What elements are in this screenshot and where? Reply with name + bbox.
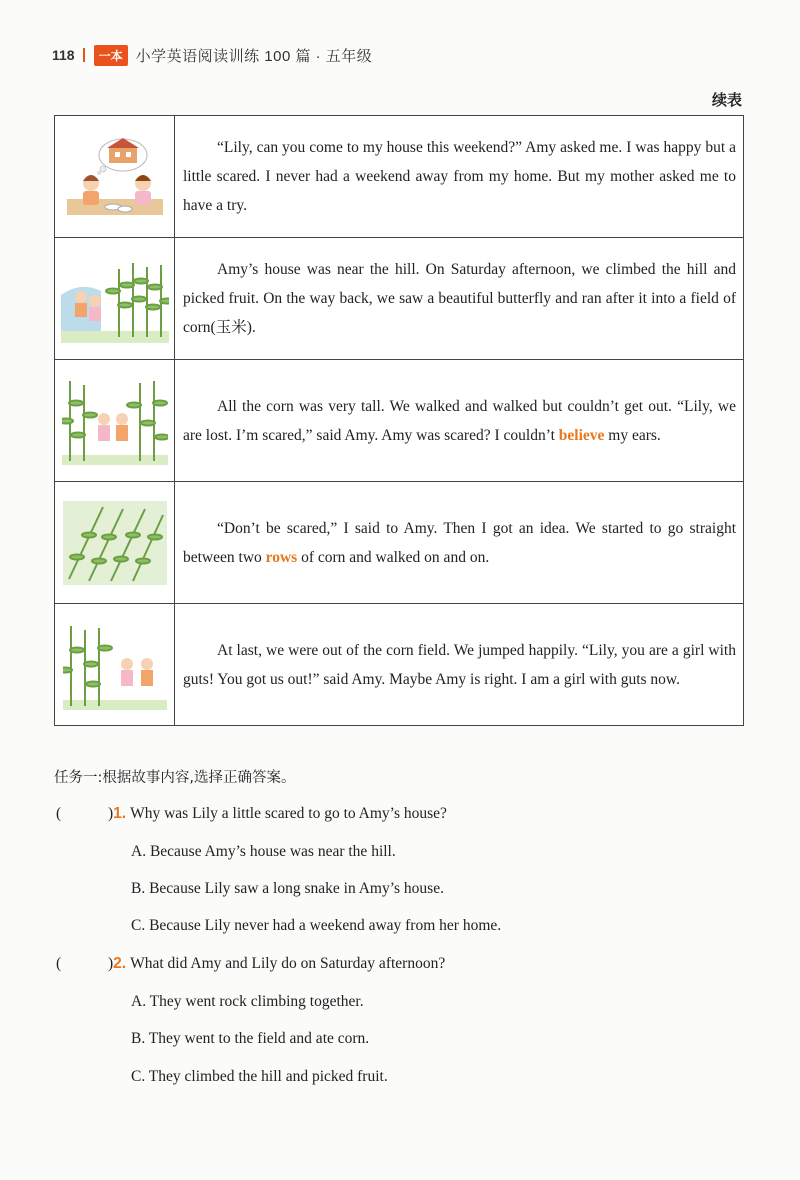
story-paragraph [183, 514, 736, 572]
question-2 [56, 955, 445, 973]
story-image-cell [55, 604, 175, 726]
story-row [55, 604, 744, 726]
option-b: B. They went to the field and ate corn. [131, 1030, 370, 1047]
girls-lost-in-corn-illustration [62, 375, 168, 467]
cornfield-rows-illustration [63, 501, 167, 585]
book-title: 小学英语阅读训练 100 篇 · 五年级 [135, 47, 373, 65]
question-1 [56, 805, 447, 823]
paren-close: ) [108, 955, 114, 972]
story-text-cell [175, 360, 744, 482]
story-paragraph [183, 392, 736, 450]
girls-talking-house-illustration [63, 133, 167, 221]
highlight-word: believe [558, 426, 605, 444]
story-paragraph: At last, we were out of the corn field. We jumped happily. “Lily, you are a girl with guts! You got us out!” said Amy. Maybe Amy is right. I am a girl with guts now. [183, 641, 736, 688]
question-number: 1. [113, 805, 127, 822]
brand-logo: 一本 [94, 45, 128, 66]
story-table [54, 115, 744, 726]
story-paragraph: “Lily, can you come to my house this weekend?” Amy asked me. I was happy but a little scared. I never had a weekend away from my home. But my mother asked me to have a try. [183, 139, 736, 214]
story-row [55, 482, 744, 604]
story-text-cell [175, 238, 744, 360]
story-row [55, 238, 744, 360]
continued-label: 续表 [711, 91, 742, 109]
question-text: What did Amy and Lily do on Saturday afternoon? [130, 955, 446, 972]
option-a: A. They went rock climbing together. [131, 993, 364, 1010]
story-text-before: “Don’t be scared,” I said to Amy. Then I got an idea. We started to go straight between two [183, 519, 736, 566]
paren-open: ( [56, 955, 62, 972]
girls-running-to-cornfield-illustration [61, 255, 169, 343]
story-row [55, 360, 744, 482]
answer-blank[interactable] [56, 805, 108, 823]
page-header [52, 44, 372, 66]
story-text-after: my ears. [604, 426, 661, 444]
story-image-cell [55, 482, 175, 604]
story-text-after: of corn and walked on and on. [297, 548, 490, 566]
story-image-cell [55, 238, 175, 360]
story-text-cell [175, 482, 744, 604]
paren-close: ) [108, 805, 114, 822]
answer-blank[interactable] [56, 955, 108, 973]
story-paragraph: Amy’s house was near the hill. On Saturday afternoon, we climbed the hill and picked fruit. On the way back, we saw a beautiful butterfly and ran after it into a field of corn(玉米). [183, 261, 736, 336]
option-a: A. Because Amy’s house was near the hill. [131, 843, 396, 860]
question-number: 2. [113, 955, 127, 972]
option-c: C. They climbed the hill and picked fruit. [131, 1068, 388, 1085]
question-text: Why was Lily a little scared to go to Amy’s house? [130, 805, 447, 822]
header-divider [83, 48, 85, 62]
story-text-before: All the corn was very tall. We walked and walked but couldn’t get out. “Lily, we are lost. I’m scared,” said Amy. Amy was scared? I couldn’t [183, 397, 736, 444]
option-c: C. Because Lily never had a weekend away from her home. [131, 917, 502, 934]
task-title: 任务一:根据故事内容,选择正确答案。 [54, 770, 296, 786]
story-text-cell [175, 116, 744, 238]
story-row [55, 116, 744, 238]
highlight-word: rows [265, 548, 298, 566]
paren-open: ( [56, 805, 62, 822]
girls-out-of-cornfield-illustration [63, 620, 167, 710]
story-image-cell [55, 116, 175, 238]
story-image-cell [55, 360, 175, 482]
story-text-cell [175, 604, 744, 726]
option-b: B. Because Lily saw a long snake in Amy’s house. [131, 880, 444, 897]
page-number: 118 [52, 47, 75, 63]
